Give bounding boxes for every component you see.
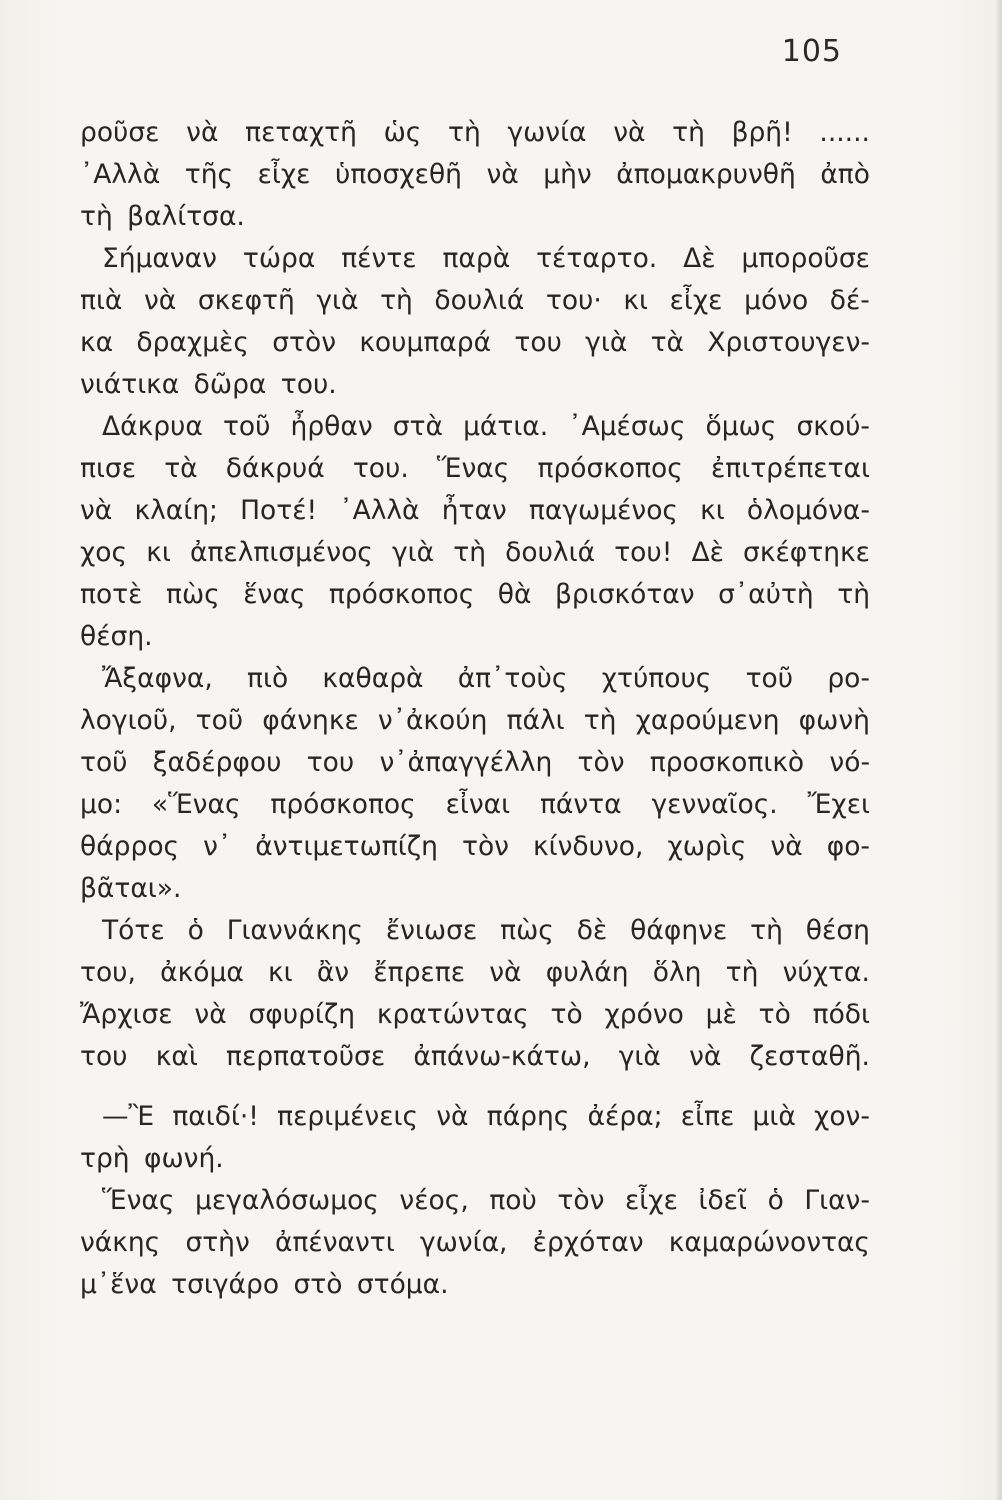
word: παγωμένος — [528, 495, 678, 526]
word: δουλιά — [434, 285, 525, 316]
paragraph-gap — [80, 1078, 870, 1096]
word: γενναῖος. — [651, 789, 778, 820]
word: Ἄξαφνα, — [102, 663, 213, 694]
word: δραχμὲς — [136, 327, 249, 358]
word: ροῦσε — [80, 117, 160, 148]
word: ρο- — [827, 663, 870, 694]
word: Χριστουγεν- — [707, 327, 870, 358]
word: κίνδυνο, — [533, 831, 644, 862]
word: δάκρυά — [225, 453, 325, 484]
text-line — [80, 1180, 870, 1222]
word: μο: — [80, 789, 123, 820]
word: φάνηκε — [262, 705, 359, 736]
word: τῆς — [184, 159, 234, 190]
word: πισε — [80, 453, 137, 484]
word: πιὸ — [247, 663, 289, 694]
text-line — [80, 1222, 870, 1264]
word: κι — [700, 495, 725, 526]
word: νὰ — [186, 117, 219, 148]
word: πάλι — [506, 705, 565, 736]
word: παιδί·! — [172, 1101, 259, 1132]
word: τοῦ — [222, 411, 271, 442]
word: γιὰ — [392, 537, 435, 568]
word: εἶναι — [445, 789, 511, 820]
word: «Ἕνας — [151, 789, 241, 820]
word: ἀπάνω-κάτω, — [413, 1041, 591, 1072]
word: τὴ — [380, 285, 413, 316]
word: τοῦ — [745, 663, 794, 694]
word: κι — [268, 957, 293, 988]
word: καθαρὰ — [322, 663, 424, 694]
word: πόδι — [812, 999, 870, 1030]
text-line — [80, 910, 870, 952]
word: ὅμως — [705, 411, 777, 442]
word: ἀντιμετωπίζη — [255, 831, 438, 862]
word: κρατώντας — [376, 999, 529, 1030]
word: νὰ — [613, 117, 646, 148]
word: ἀπελπισμένος — [189, 537, 373, 568]
word: θάρρος — [80, 831, 180, 862]
word: νὰ — [770, 831, 803, 862]
text-line — [80, 280, 870, 322]
word: πάρης — [486, 1101, 570, 1132]
word: Ἕνας — [102, 1185, 175, 1216]
word: χωρὶς — [667, 831, 747, 862]
word: πεταχτῆ — [245, 117, 357, 148]
text-line — [80, 574, 870, 616]
word: παρὰ — [442, 243, 511, 274]
word: γωνία, — [419, 1227, 508, 1258]
word: ποὺ — [489, 1185, 537, 1216]
word: τὸν — [557, 1185, 605, 1216]
text-line — [80, 238, 870, 280]
word: τοῦ — [195, 705, 244, 736]
word: Ποτέ! — [240, 495, 318, 526]
text-line — [80, 784, 870, 826]
word: εἶχε — [669, 285, 723, 316]
text-line: τὴ βαλίτσα. — [80, 201, 245, 232]
word: πιὰ — [80, 285, 123, 316]
word: τοῦ — [80, 747, 128, 778]
text-line: νιάτικα δῶρα του. — [80, 369, 337, 400]
word: ἀπομακρυνθῆ — [616, 159, 796, 190]
word: νὰ — [486, 159, 519, 190]
word: ἀπ᾿τοὺς — [457, 663, 568, 694]
text-line — [80, 154, 870, 196]
word: στὰ — [392, 411, 443, 442]
word: εἶπε — [680, 1101, 735, 1132]
word: ᾿Αλλὰ — [339, 495, 420, 526]
word: τὸ — [550, 999, 583, 1030]
text-line — [80, 1096, 870, 1138]
word: νὰ — [80, 495, 113, 526]
text-line: μ᾿ἕνα τσιγάρο στὸ στόμα. — [80, 1269, 449, 1300]
word: ποτὲ — [80, 579, 143, 610]
text-line — [80, 448, 870, 490]
word: ὁλομόνα- — [746, 495, 870, 526]
word: θάφηνε — [630, 915, 728, 946]
word: τὰ — [650, 327, 685, 358]
text-line — [80, 658, 870, 700]
word: ἀπὸ — [820, 159, 870, 190]
word: πρόσκοπος — [270, 789, 416, 820]
word: Δὲ — [691, 537, 724, 568]
word: ὁ — [767, 1185, 784, 1216]
word: ἀέρα; — [587, 1101, 663, 1132]
word: νὰ — [489, 957, 522, 988]
text-line: θέση. — [80, 621, 153, 652]
word: μόνο — [744, 285, 809, 316]
word: δέ- — [829, 285, 870, 316]
word: ἐπιτρέπεται — [710, 453, 870, 484]
word: χον- — [814, 1101, 870, 1132]
word: γιὰ — [316, 285, 359, 316]
word: νὰ — [194, 999, 227, 1030]
word: του! — [614, 537, 673, 568]
word: ἐρχόταν — [532, 1227, 644, 1258]
word: νάκης — [80, 1227, 161, 1258]
word: χος — [80, 537, 128, 568]
word: νέος, — [399, 1185, 469, 1216]
word: Δάκρυα — [102, 411, 203, 442]
word: τὰ — [164, 453, 198, 484]
word: Σήμαναν — [102, 243, 217, 274]
word: Γιαννάκης — [226, 915, 363, 946]
word: νὰ — [436, 1101, 469, 1132]
word: φυλάη — [545, 957, 629, 988]
word: ἀπέναντι — [274, 1227, 395, 1258]
word: πρόσκοπος — [537, 453, 683, 484]
word: πὼς — [500, 915, 554, 946]
word: τὸν — [462, 831, 509, 862]
word: νὰ — [689, 1041, 722, 1072]
page-number: 105 — [781, 34, 842, 69]
word: ἦρθαν — [290, 411, 373, 442]
text-line: τρὴ φωνή. — [80, 1143, 224, 1174]
word: βρῆ! — [731, 117, 793, 148]
word: ...... — [819, 117, 870, 148]
word: μὴν — [543, 159, 592, 190]
text-line — [80, 532, 870, 574]
word: κουμπαρά — [359, 327, 492, 358]
text-line — [80, 826, 870, 868]
word: ἰδεῖ — [698, 1185, 747, 1216]
word: νὰ — [143, 285, 177, 316]
text-line — [80, 112, 870, 154]
word: του· — [545, 285, 602, 316]
word: κι — [146, 537, 171, 568]
word: Ἄρχισε — [80, 999, 173, 1030]
word: ν᾿ἀκούη — [377, 705, 488, 736]
text-line — [80, 490, 870, 532]
word: καμαρώνοντας — [668, 1227, 870, 1258]
word: νύχτα. — [782, 957, 870, 988]
word: θὰ — [497, 579, 532, 610]
word: ᾿Αμέσως — [568, 411, 686, 442]
word: Γιαν- — [804, 1185, 870, 1216]
word: του, — [80, 957, 136, 988]
word: κι — [623, 285, 648, 316]
word: περιμένεις — [277, 1101, 419, 1132]
word: νό- — [829, 747, 870, 778]
word: Δὲ — [683, 243, 716, 274]
text-line — [80, 700, 870, 742]
text-line — [80, 742, 870, 784]
word: σ᾿αὐτὴ — [718, 579, 814, 610]
word: λογιοῦ, — [80, 705, 177, 736]
word: ᾿Αλλὰ — [80, 159, 161, 190]
word: τὸν — [577, 747, 625, 778]
word: Τότε — [102, 915, 165, 946]
word: τὴ — [750, 915, 783, 946]
word: ἂν — [316, 957, 350, 988]
text-line — [80, 1036, 870, 1078]
word: πρόσκοπος — [328, 579, 475, 610]
text-line: βᾶται». — [80, 873, 182, 904]
word: ἔνιωσε — [385, 915, 478, 946]
word: Ἕνας — [436, 453, 510, 484]
word: μποροῦσε — [741, 243, 870, 274]
text-line — [80, 322, 870, 364]
word: φωνὴ — [798, 705, 870, 736]
word: δὲ — [576, 915, 608, 946]
word: πέντε — [341, 243, 417, 274]
word: εἶχε — [257, 159, 311, 190]
word: τὸ — [758, 999, 791, 1030]
word: του. — [352, 453, 409, 484]
word: ἀκόμα — [160, 957, 244, 988]
word: σφυρίζη — [248, 999, 356, 1030]
word: στὸν — [272, 327, 337, 358]
word: θέση — [805, 915, 870, 946]
word: κα — [80, 327, 114, 358]
word: ὑποσχεθῆ — [335, 159, 462, 190]
word: πάντα — [539, 789, 622, 820]
word: μάτια. — [463, 411, 549, 442]
word: τὴ — [447, 117, 481, 148]
text-line — [80, 406, 870, 448]
word: πὼς — [165, 579, 220, 610]
word: εἶχε — [624, 1185, 678, 1216]
word: δουλιά — [505, 537, 596, 568]
word: ν᾿ — [203, 831, 232, 862]
word: περπατοῦσε — [226, 1041, 386, 1072]
word: του — [80, 1041, 128, 1072]
word: ἕνας — [243, 579, 306, 610]
word: μεγαλόσωμος — [195, 1185, 379, 1216]
word: γιὰ — [618, 1041, 661, 1072]
word: σκεφτῆ — [197, 285, 295, 316]
word: ξαδέρφου — [152, 747, 282, 778]
word: ζεσταθῆ. — [749, 1041, 870, 1072]
word: ὅλη — [652, 957, 702, 988]
page-edge — [996, 0, 1002, 1500]
word: φο- — [826, 831, 870, 862]
word: ἦταν — [441, 495, 507, 526]
word: ὁ — [187, 915, 204, 946]
word: ν᾿ἀπαγγέλλη — [379, 747, 553, 778]
word: τὴ — [725, 957, 759, 988]
word: μιὰ — [752, 1101, 796, 1132]
word: χτύπους — [601, 663, 712, 694]
word: Ἔχει — [807, 789, 870, 820]
text-line — [80, 952, 870, 994]
word: του — [306, 747, 355, 778]
word: χρόνο — [604, 999, 684, 1030]
body-text — [80, 112, 870, 1306]
word: τώρα — [242, 243, 316, 274]
word: βρισκόταν — [555, 579, 695, 610]
word: ἔπρεπε — [373, 957, 466, 988]
word: ὡς — [383, 117, 422, 148]
word: τὴ — [672, 117, 705, 148]
word: τὴ — [837, 579, 870, 610]
word: καὶ — [155, 1041, 198, 1072]
word: γωνία — [507, 117, 587, 148]
word: κλαίη; — [134, 495, 218, 526]
word: στὴν — [185, 1227, 250, 1258]
text-line — [80, 994, 870, 1036]
word: τέταρτο. — [536, 243, 658, 274]
word: —Ἒ — [102, 1101, 155, 1132]
word: του — [514, 327, 562, 358]
word: χαρούμενη — [635, 705, 780, 736]
word: μὲ — [705, 999, 737, 1030]
word: τὴ — [453, 537, 487, 568]
word: σκέφτηκε — [743, 537, 870, 568]
word: σκού- — [796, 411, 870, 442]
word: προσκοπικὸ — [649, 747, 805, 778]
word: γιὰ — [585, 327, 628, 358]
word: τὴ — [583, 705, 617, 736]
